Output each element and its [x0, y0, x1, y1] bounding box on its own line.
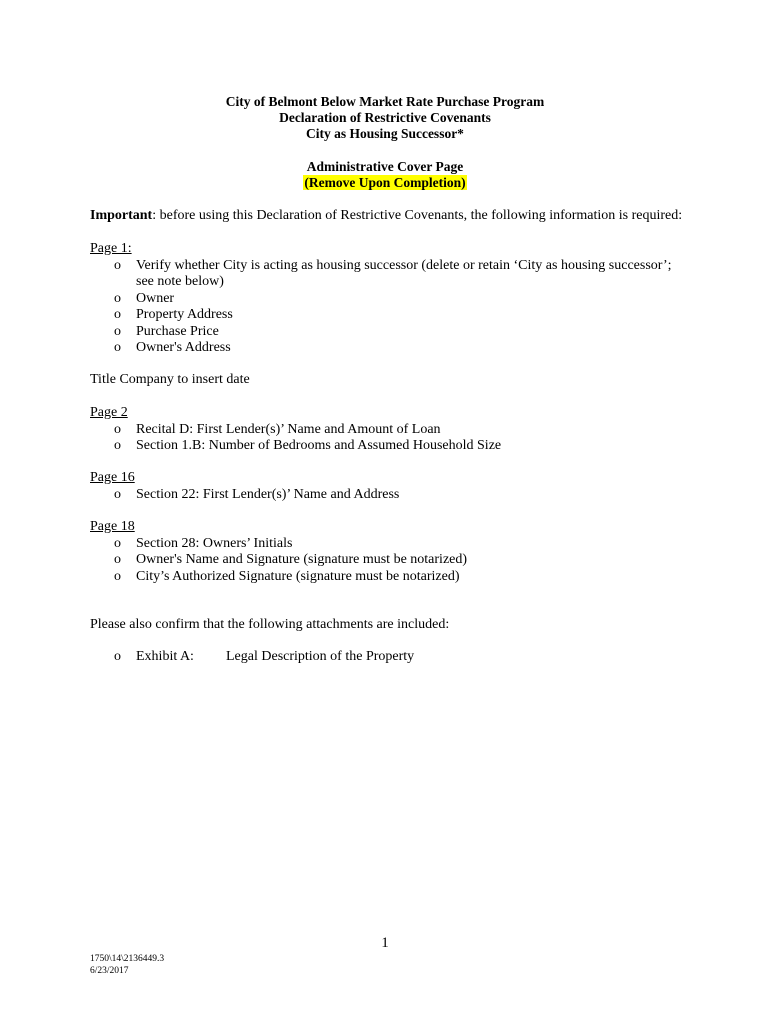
section-page-16 [90, 470, 690, 503]
bullet-icon: o [114, 323, 121, 339]
bullet-icon: o [114, 552, 121, 567]
bullet-icon: o [114, 568, 121, 584]
bullet-icon: o [114, 340, 121, 355]
title-line-successor: City as Housing Successor* [306, 126, 464, 141]
title-line-declaration: Declaration of Restrictive Covenants [279, 110, 491, 125]
section-list [90, 258, 690, 357]
section-page-18 [90, 519, 690, 585]
list-item: o Purchase Price [114, 323, 219, 339]
document-title [0, 94, 770, 142]
intro-text: : before using this Declaration of Restrictive Covenants, the following information is required: [152, 208, 683, 223]
cover-heading: Administrative Cover Page [306, 159, 464, 174]
list-item: o Section 22: First Lender(s)’ Name and Address [114, 486, 400, 502]
section-heading: Page 1: [90, 241, 132, 256]
list-item: o City’s Authorized Signature (signature must be notarized) [114, 568, 460, 584]
bullet-icon: o [114, 649, 121, 664]
intro-paragraph [90, 208, 690, 225]
cover-page-heading [0, 159, 770, 191]
bullet-icon: o [114, 438, 121, 453]
bullet-icon: o [114, 421, 121, 437]
list-item: o Verify whether City is acting as housing successor (delete or retain ‘City as housing successor’; see note below) [114, 257, 672, 289]
section-list [90, 422, 690, 455]
title-line-program: City of Belmont Below Market Rate Purchase Program [225, 94, 545, 109]
list-item: o Section 1.B: Number of Bedrooms and Assumed Household Size [114, 438, 502, 453]
attachments-intro: Please also confirm that the following attachments are included: [90, 617, 450, 632]
footer-date: 6/23/2017 [90, 966, 129, 976]
bullet-icon: o [114, 486, 121, 502]
footer-doc-id: 1750\14\2136449.3 [90, 954, 165, 964]
exhibit-label: Exhibit A: [136, 649, 194, 664]
bullet-icon: o [114, 535, 121, 551]
title-company-note: Title Company to insert date [90, 372, 250, 387]
cover-note-line [0, 175, 770, 191]
list-item: o Section 28: Owners’ Initials [114, 535, 293, 551]
list-item: o Recital D: First Lender(s)’ Name and Amount of Loan [114, 421, 441, 437]
list-item: o Property Address [114, 307, 233, 322]
bullet-icon: o [114, 307, 121, 322]
list-item: o Owner's Address [114, 340, 231, 355]
intro-label: Important [90, 208, 153, 223]
section-list [90, 487, 690, 504]
bullet-icon: o [114, 290, 121, 306]
document-footer [90, 953, 164, 977]
exhibit-description: Legal Description of the Property [226, 649, 415, 664]
section-page-2 [90, 405, 690, 455]
list-item: o Owner [114, 290, 175, 306]
section-heading: Page 2 [90, 405, 128, 420]
bullet-icon: o [114, 257, 121, 273]
section-heading: Page 18 [90, 519, 135, 534]
remove-note-highlight: (Remove Upon Completion) [304, 175, 466, 190]
section-heading: Page 16 [90, 470, 135, 485]
page-number: 1 [381, 935, 389, 951]
list-item: o Owner's Name and Signature (signature must be notarized) [114, 552, 468, 567]
section-page-1 [90, 241, 690, 357]
section-list [90, 536, 690, 586]
